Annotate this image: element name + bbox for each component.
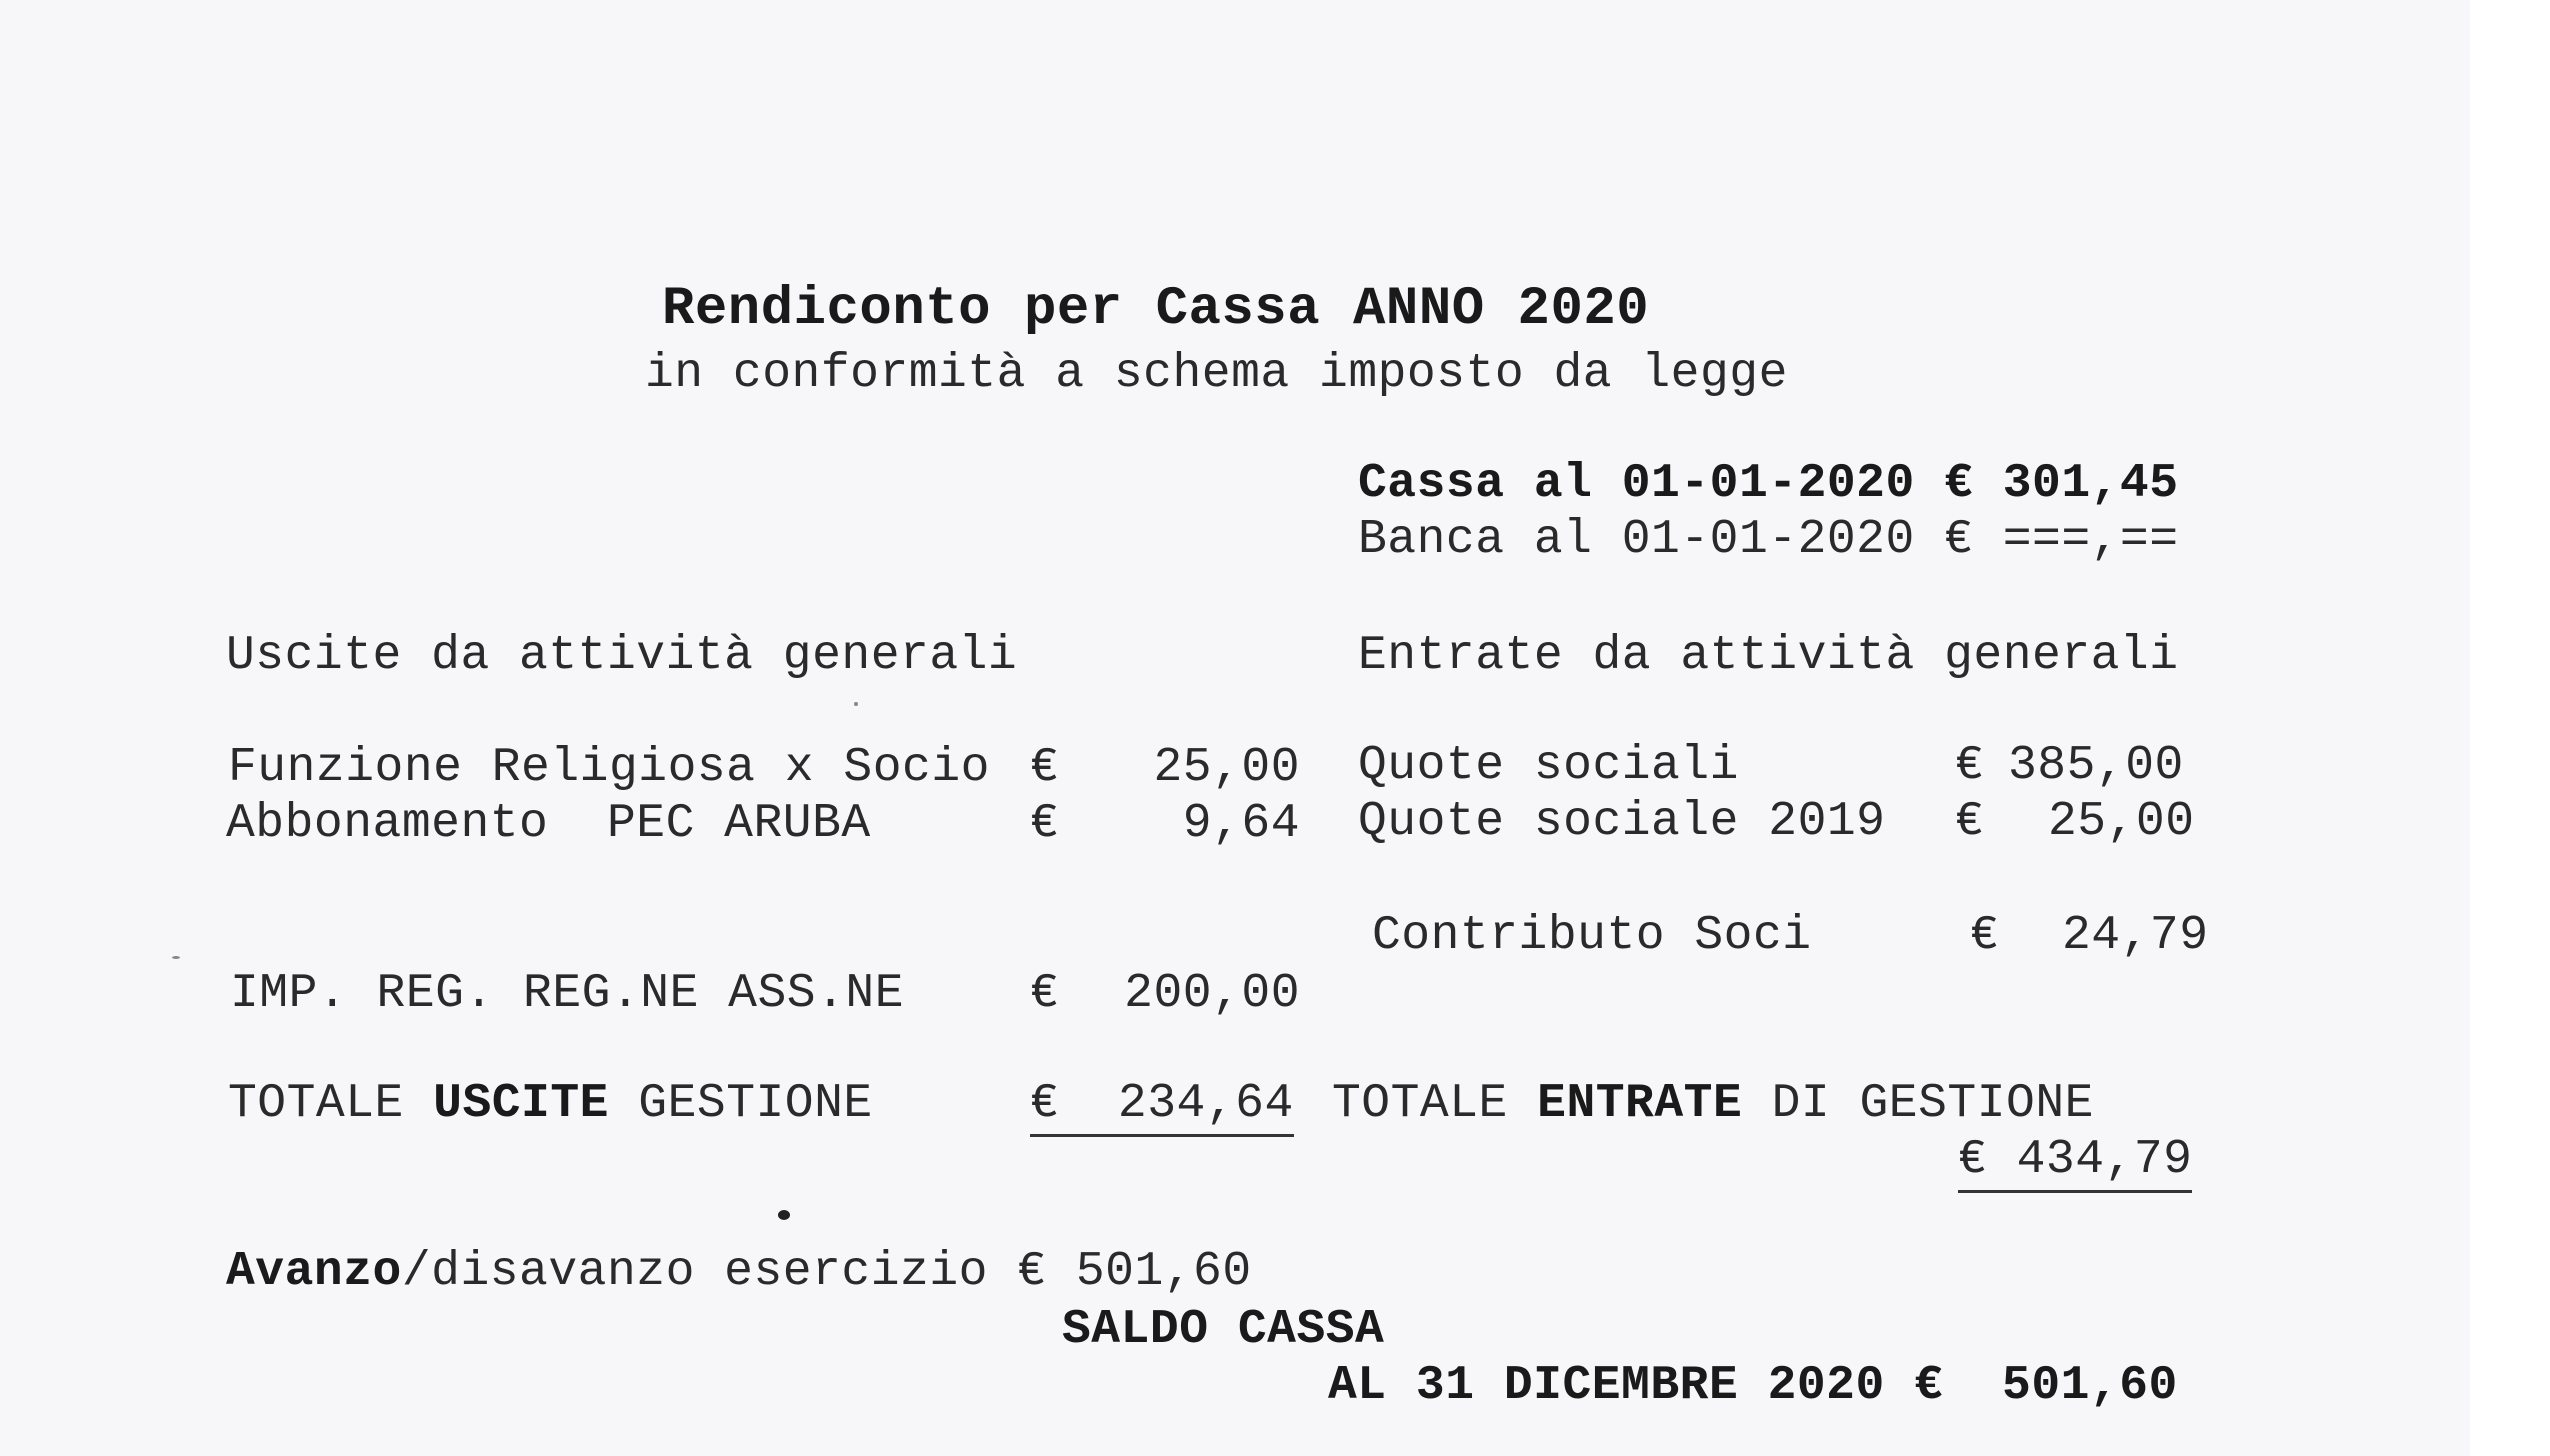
entrate-item-currency: €	[1955, 739, 1985, 793]
entrate-item-amount: 24,79	[2062, 909, 2209, 963]
opening-banca: Banca al 01-01-2020 € ===,==	[1358, 513, 2179, 567]
uscite-item-amount: 200,00	[1124, 967, 1300, 1021]
uscite-item-amount: 25,00	[1153, 741, 1300, 795]
avanzo-line	[226, 1244, 1252, 1300]
entrate-total-amount: € 434,79	[1958, 1132, 2192, 1193]
scan-speck	[778, 1210, 790, 1220]
opening-cassa: Cassa al 01-01-2020 € 301,45	[1358, 457, 2179, 511]
entrate-total-keyword: ENTRATE	[1537, 1077, 1743, 1131]
document-title: Rendiconto per Cassa ANNO 2020	[662, 279, 1650, 340]
uscite-heading: Uscite da attività generali	[226, 629, 1018, 683]
entrate-item-currency: €	[1970, 909, 2000, 963]
entrate-item-currency: €	[1955, 795, 1985, 849]
entrate-item-label: Contributo Soci	[1372, 909, 1812, 963]
avanzo-text: /disavanzo esercizio € 501,60	[401, 1245, 1252, 1299]
entrate-total-label	[1332, 1076, 2094, 1132]
saldo-cassa-title: SALDO CASSA	[1062, 1303, 1385, 1357]
uscite-item-label: Abbonamento PEC ARUBA	[226, 797, 871, 851]
document-subtitle: in conformità a schema imposto da legge	[645, 347, 1788, 401]
uscite-item-currency: €	[1030, 967, 1060, 1021]
uscite-total-amount: € 234,64	[1030, 1076, 1294, 1137]
entrate-item-amount: 25,00	[2048, 795, 2195, 849]
saldo-cassa-line: AL 31 DICEMBRE 2020 € 501,60	[1328, 1359, 2178, 1413]
scan-speck	[172, 956, 180, 959]
uscite-item-currency: €	[1030, 797, 1060, 851]
scan-edge	[2470, 0, 2550, 1456]
entrate-item-amount: 385,00	[2008, 739, 2184, 793]
scan-speck	[854, 702, 858, 706]
uscite-total-keyword: USCITE	[433, 1077, 609, 1131]
avanzo-keyword: Avanzo	[226, 1245, 402, 1299]
entrate-heading: Entrate da attività generali	[1358, 629, 2179, 683]
entrate-total-prefix: TOTALE	[1332, 1077, 1538, 1131]
uscite-item-label: Funzione Religiosa x Socio	[228, 741, 990, 795]
entrate-total-suffix: DI GESTIONE	[1742, 1077, 2094, 1131]
uscite-total-prefix: TOTALE	[228, 1077, 434, 1131]
uscite-total-suffix: GESTIONE	[608, 1077, 873, 1131]
entrate-item-label: Quote sociale 2019	[1358, 795, 1886, 849]
uscite-item-label: IMP. REG. REG.NE ASS.NE	[230, 967, 905, 1021]
entrate-item-label: Quote sociali	[1358, 739, 1739, 793]
uscite-item-amount: 9,64	[1182, 797, 1300, 851]
uscite-total-label	[228, 1076, 873, 1132]
uscite-item-currency: €	[1030, 741, 1060, 795]
